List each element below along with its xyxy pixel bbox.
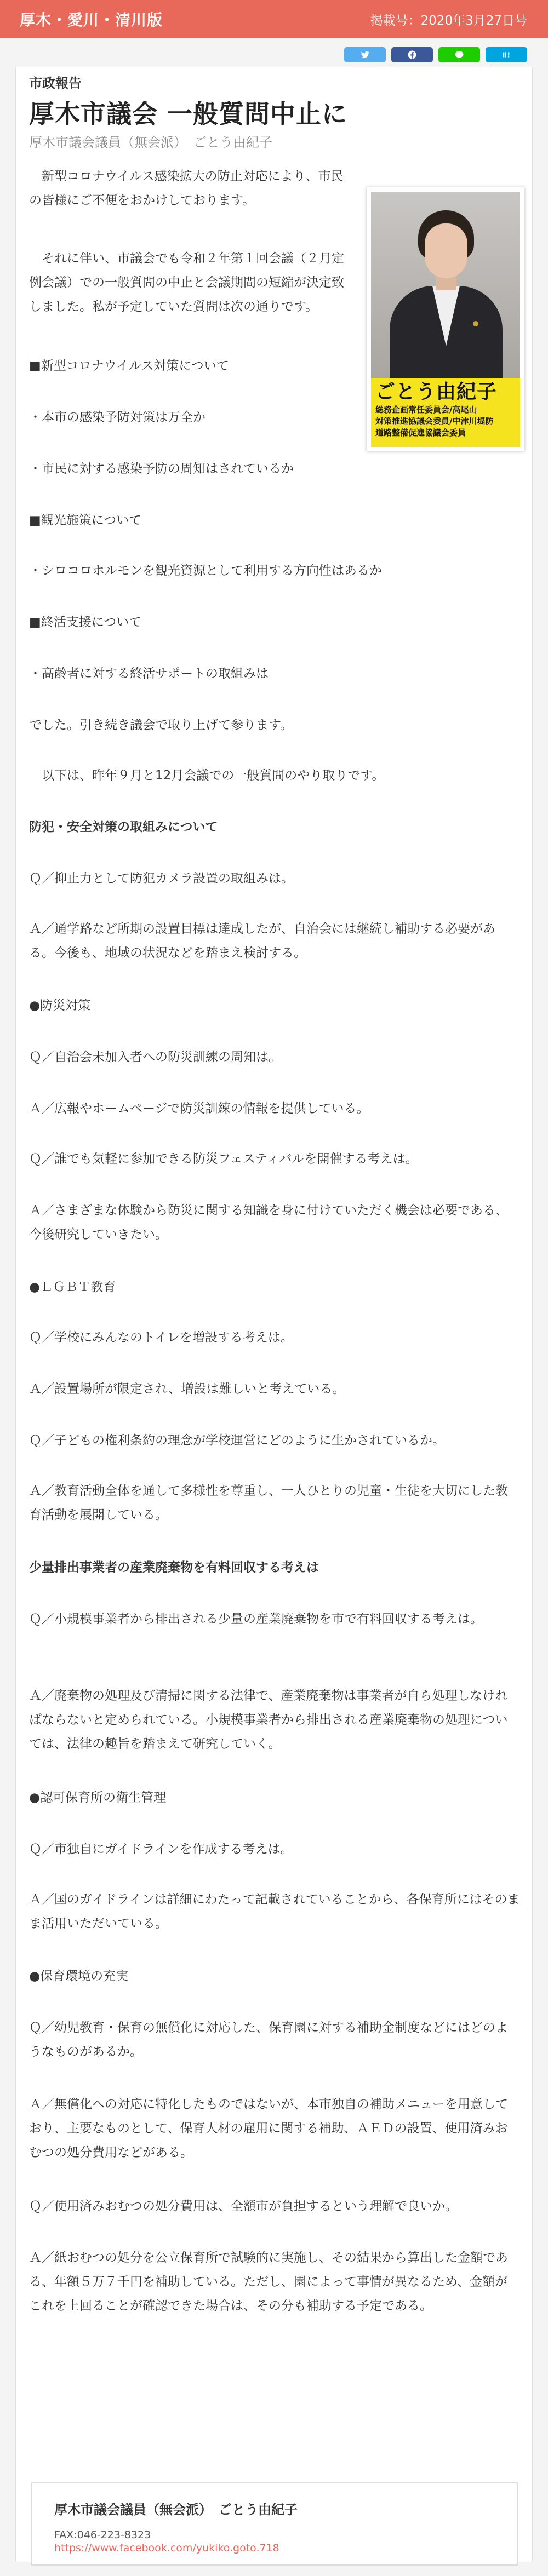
question-item: ・本市の感染予防対策は万全か [29, 410, 206, 424]
section-heading: ■新型コロナウイルス対策について [29, 359, 229, 373]
section-heading: ■終活支援について [29, 615, 142, 629]
topic-heading: 防犯・安全対策の取組みについて [29, 820, 218, 834]
photo-caption [371, 378, 520, 447]
question-item: ・シロコロホルモンを観光資源として利用する方向性はあるか [29, 564, 382, 578]
answer-text: Ａ／教育活動全体を通して多様性を尊重し、一人ひとりの児童・生徒を大切にした教育活動を展開している。 [29, 1484, 508, 1522]
question-text: Ｑ／誰でも気軽に参加できる防災フェスティバルを開催する考えは。 [29, 1152, 418, 1166]
contact-name: 厚木市議会議員（無会派） ごとう由紀子 [54, 2502, 298, 2517]
facebook-icon [407, 50, 417, 60]
answer-text: Ａ／無償化への対応に特化したものではないが、本市独自の補助メニューを用意しており、主要なものとして、保育人材の雇用に関する補助、ＡＥＤの設置、使用済みおむつの処分費用などがある。 [29, 2097, 508, 2160]
publish-date: 掲載号：2020年3月27日号 [370, 13, 527, 28]
caption-roles [375, 404, 516, 439]
question-text: Ｑ／自治会未加入者への防災訓練の周知は。 [29, 1050, 281, 1064]
question-item: ・高齢者に対する終活サポートの取組みは [29, 667, 269, 681]
question-item: ・市民に対する感染予防の周知はされているか [29, 462, 294, 476]
answer-text: Ａ／通学路など所期の設置目標は達成したが、自治会には継続し補助する必要がある。今後も、地域の状況などを踏まえ検討する。 [29, 922, 495, 960]
lapel-badge-icon [473, 321, 478, 326]
question-text: Ｑ／学校にみんなのトイレを増設する考えは。 [29, 1330, 293, 1345]
facebook-link[interactable]: https://www.facebook.com/yukiko.goto.718 [54, 2542, 279, 2554]
hatena-icon [501, 50, 511, 60]
caption-role: 総務企画常任委員会/高尾山 [375, 405, 477, 415]
author-photo-card [367, 187, 524, 451]
caption-role: 対策推進協議会委員/中津川堤防 [375, 416, 494, 426]
question-text: Ｑ／子どもの権利条約の理念が学校運営にどのように生かされているか。 [29, 1433, 445, 1448]
article-title: 厚木市議会 一般質問中止に [29, 99, 348, 129]
photo-face [425, 223, 467, 278]
caption-name: ごとう由紀子 [375, 381, 498, 403]
question-text: Ｑ／幼児教育・保育の無償化に対応した、保育園に対する補助金制度などにはどのようなものがあるか。 [29, 2021, 508, 2059]
contact-fax: FAX:046-223-8323 [54, 2529, 151, 2541]
article-card [15, 67, 533, 2562]
question-text: Ｑ／抑止力として防犯カメラ設置の取組みは。 [29, 871, 294, 886]
question-text: Ｑ／小規模事業者から排出される少量の産業廃棄物を市で有料回収する考えは。 [29, 1612, 483, 1626]
article-paragraph: 以下は、昨年９月と12月会議での一般質問のやり取りです。 [42, 768, 385, 783]
article-byline: 厚木市議会議員（無会派） ごとう由紀子 [29, 135, 272, 150]
caption-role: 道路整備促進協議会委員 [375, 428, 466, 438]
line-icon [454, 50, 464, 60]
share-buttons [344, 47, 527, 62]
twitter-share-button[interactable] [344, 47, 386, 62]
topic-heading: 少量排出事業者の産業廃棄物を有料回収する考えは [29, 1560, 319, 1575]
section-heading: ■観光施策について [29, 513, 142, 527]
topic-heading: ●ＬＧＢＴ教育 [29, 1280, 116, 1294]
author-photo [371, 192, 520, 378]
line-share-button[interactable] [438, 47, 480, 62]
topic-heading: ●防災対策 [29, 999, 91, 1013]
topic-heading: ●保育環境の充実 [29, 1969, 129, 1983]
answer-text: Ａ／さまざまな体験から防災に関する知識を身に付けていただく機会は必要である、今後研究していきたい。 [29, 1203, 508, 1242]
answer-text: Ａ／国のガイドラインは詳細にわたって記載されていることから、各保育所にはそのまま活用いただいている。 [29, 1892, 520, 1931]
article-paragraph: それに伴い、市議会でも令和２年第１回会議（２月定例会議）での一般質問の中止と会議期間の短縮が決定致しました。私が予定していた質問は次の通りです。 [29, 251, 344, 314]
answer-text: Ａ／廃棄物の処理及び清掃に関する法律で、産業廃棄物は事業者が自ら処理しなければならないと定められている。小規模事業者から排出される産業廃棄物の処理については、法律の趣旨を踏まえて研究していく。 [29, 1689, 508, 1751]
answer-text: Ａ／広報やホームページで防災訓練の情報を提供している。 [29, 1101, 369, 1116]
topic-heading: ●認可保育所の衛生管理 [29, 1791, 167, 1805]
facebook-share-button[interactable] [391, 47, 433, 62]
article-paragraph: でした。引き続き議会で取り上げて参ります。 [29, 718, 293, 732]
question-text: Ｑ／市独自にガイドラインを作成する考えは。 [29, 1842, 293, 1856]
edition-name: 厚木・愛川・清川版 [20, 11, 163, 29]
hatena-share-button[interactable] [486, 47, 527, 62]
article-paragraph: 新型コロナウイルス感染拡大の防止対応により、市民の皆様にご不便をおかけしております。 [29, 169, 344, 208]
author-contact-box [31, 2482, 518, 2566]
answer-text: Ａ／紙おむつの処分を公立保育所で試験的に実施し、その結果から算出した金額である、年額５万７千円を補助している。ただし、園によって事情が異なるため、金額がこれを上回ることが確認できた場合は、その分も補助する予定である。 [29, 2251, 508, 2313]
twitter-icon [360, 50, 370, 60]
answer-text: Ａ／設置場所が限定され、増設は難しいと考えている。 [29, 1382, 345, 1396]
article-category: 市政報告 [29, 76, 82, 91]
edition-header-bar [0, 0, 548, 38]
question-text: Ｑ／使用済みおむつの処分費用は、全額市が負担するという理解で良いか。 [29, 2199, 458, 2213]
